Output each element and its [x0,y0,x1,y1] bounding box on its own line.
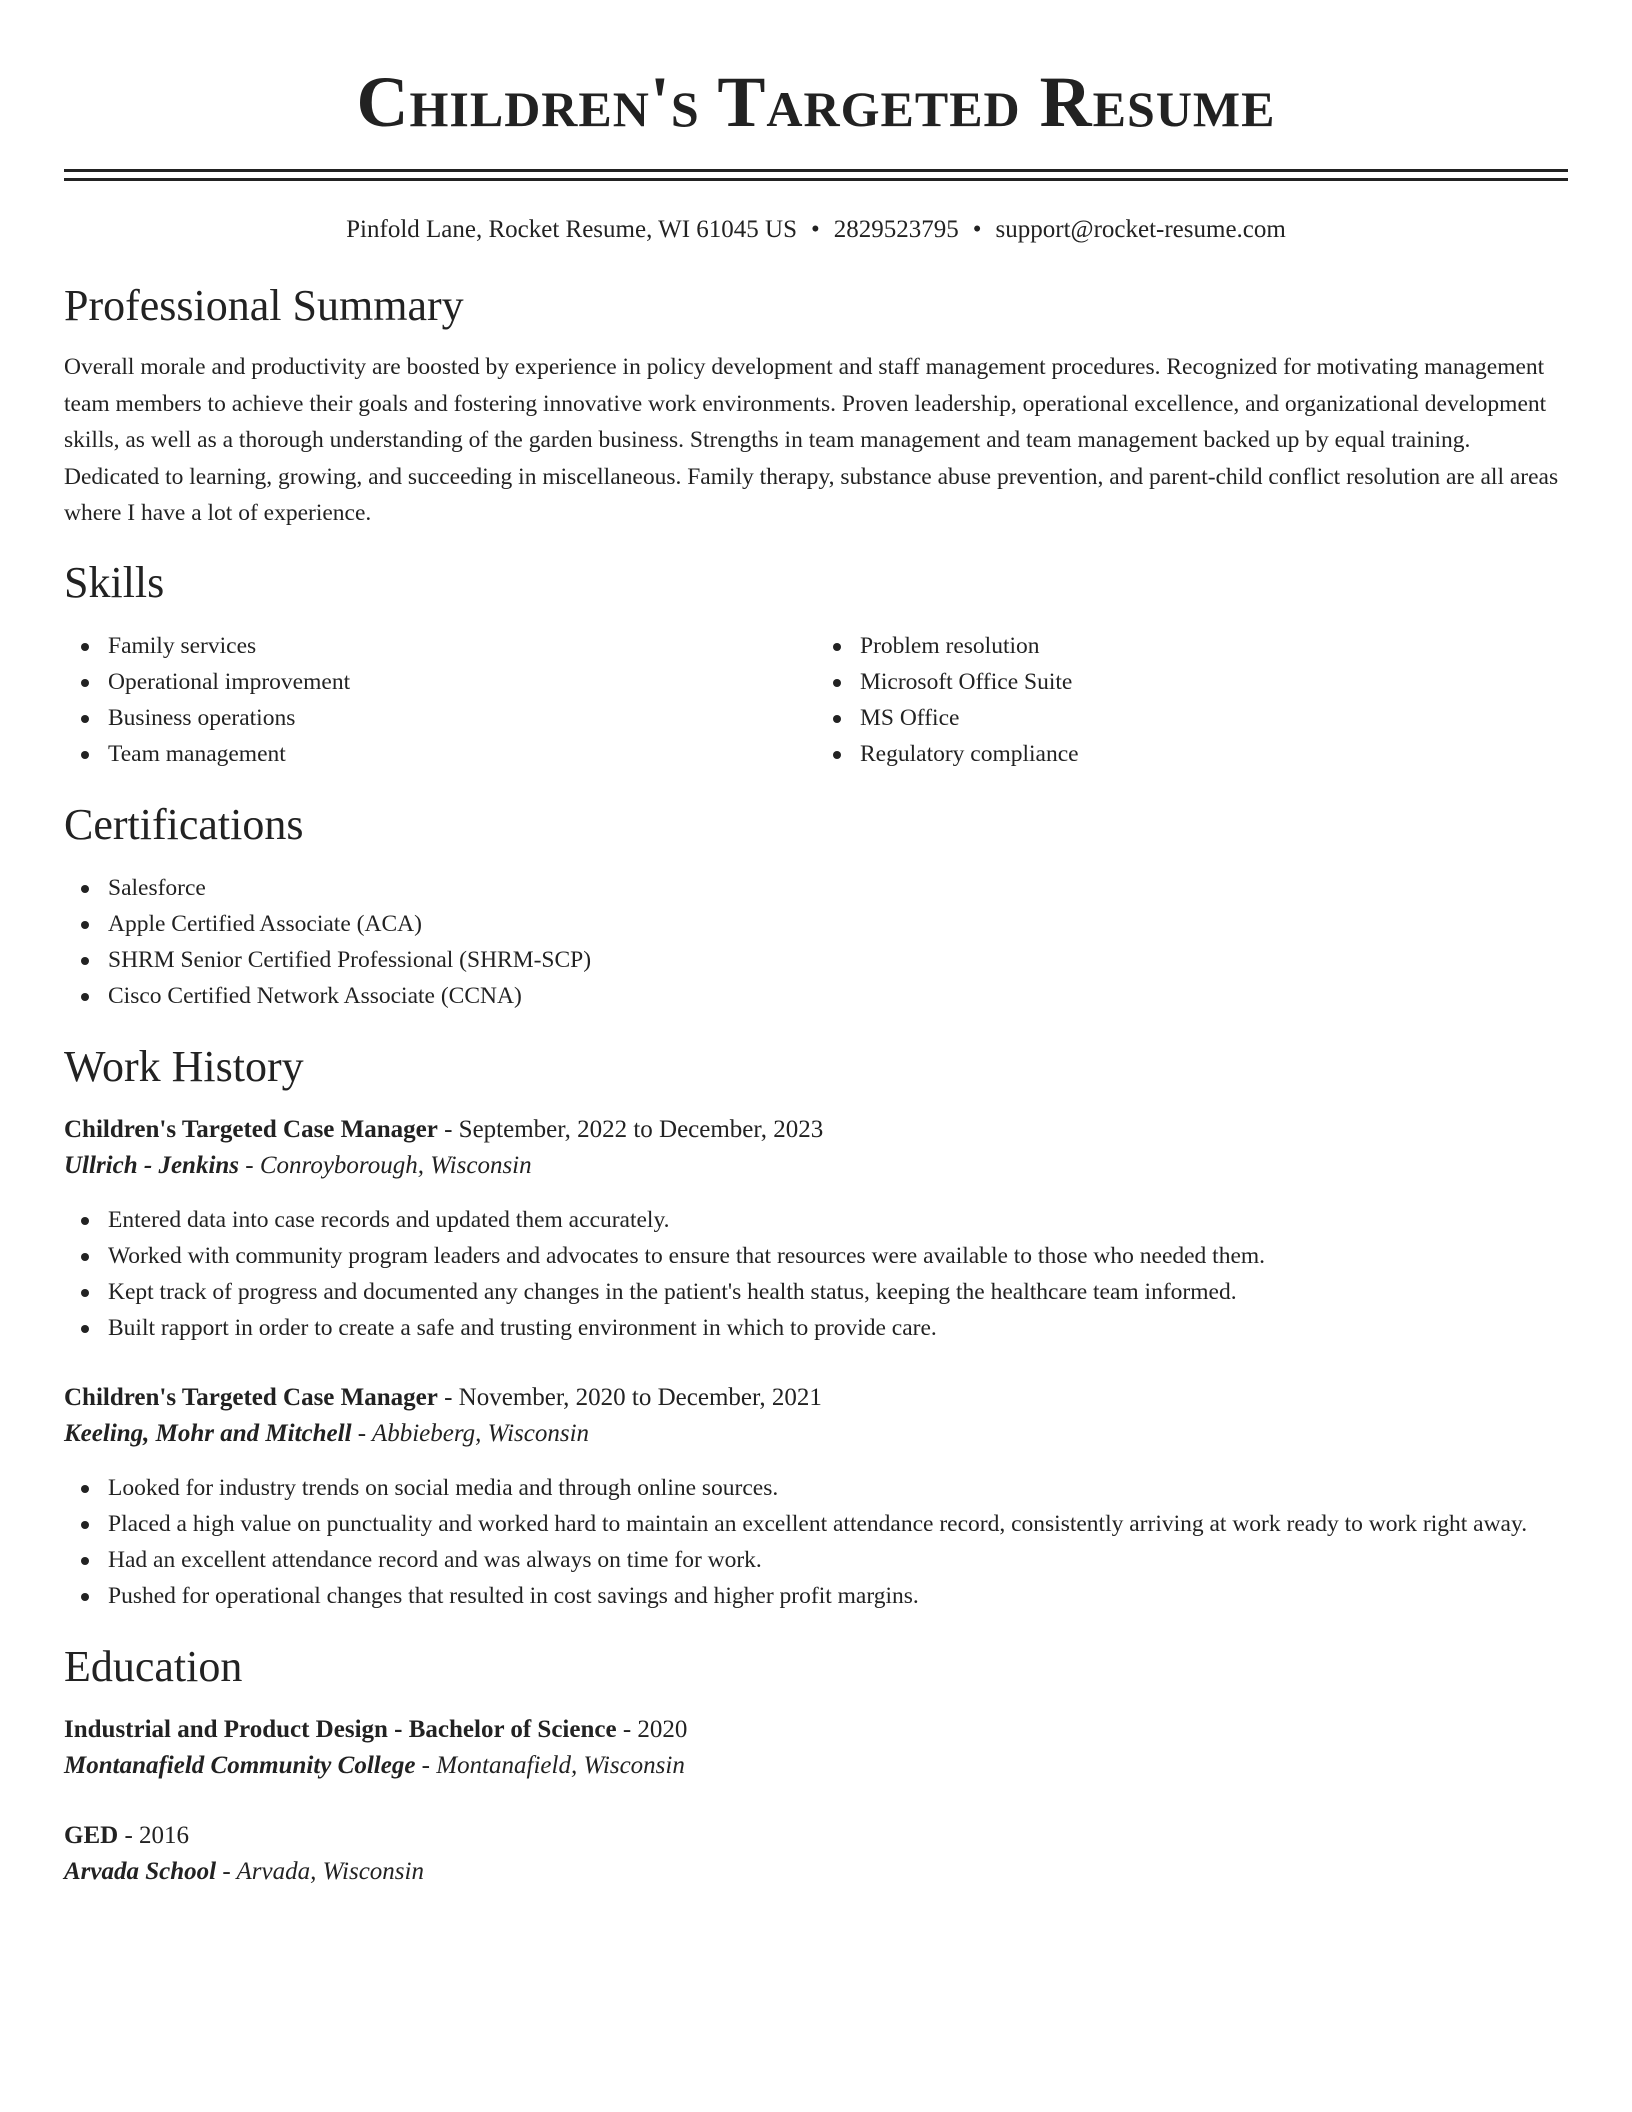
school-location: - Arvada, Wisconsin [216,1857,424,1885]
work-history-heading: Work History [64,1041,304,1091]
degree: Industrial and Product Design - Bachelor of Science [64,1715,617,1743]
skill-item: Regulatory compliance [860,736,1568,772]
job-bullet: Kept track of progress and documented any changes in the patient's health status, keeping the healthcare team informed. [108,1274,1568,1310]
certification-item: Cisco Certified Network Associate (CCNA) [108,978,1568,1014]
job-dates: - November, 2020 to December, 2021 [437,1383,822,1411]
contact-phone: 2829523795 [833,216,959,243]
job-bullets [64,1202,1568,1346]
employer-name: Keeling, Mohr and Mitchell [64,1419,352,1447]
certifications-list [64,870,1568,1014]
employer-name: Ullrich - Jenkins [64,1151,240,1179]
skill-item: Team management [108,736,816,772]
skill-item: Family services [108,628,816,664]
employer-location: - Conroyborough, Wisconsin [239,1151,532,1179]
title-divider-bottom [64,178,1568,181]
skill-item: MS Office [860,700,1568,736]
skills-heading: Skills [64,557,165,607]
certification-item: Apple Certified Associate (ACA) [108,906,1568,942]
education-heading: Education [64,1641,243,1691]
school-name: Montanafield Community College [64,1751,416,1779]
employer-location: - Abbieberg, Wisconsin [351,1419,590,1447]
school-location: - Montanafield, Wisconsin [415,1751,685,1779]
skills-list-right [816,628,1568,772]
skill-item: Microsoft Office Suite [860,664,1568,700]
school-line [64,1854,1568,1890]
job-bullet: Built rapport in order to create a safe and trusting environment in which to provide care. [108,1310,1568,1346]
degree: GED [64,1821,119,1849]
job-title-line [64,1112,1568,1148]
certification-item: SHRM Senior Certified Professional (SHRM-SCP) [108,942,1568,978]
contact-address: Pinfold Lane, Rocket Resume, WI 61045 US [346,216,798,243]
job-bullet: Had an excellent attendance record and was always on time for work. [108,1542,1568,1578]
job-bullet: Entered data into case records and updated them accurately. [108,1202,1568,1238]
school-name: Arvada School [64,1857,217,1885]
education-entry [64,1712,1568,1784]
contact-separator: • [972,216,982,243]
summary-heading: Professional Summary [64,281,464,330]
job-dates: - September, 2022 to December, 2023 [437,1115,824,1143]
job-bullet: Placed a high value on punctuality and worked hard to maintain an excellent attendance record, consistently arriving at work ready to work right away. [108,1506,1568,1542]
degree-line [64,1712,1568,1748]
title-divider-top [64,169,1568,172]
summary-text: Overall morale and productivity are boosted by experience in policy development and staff management procedures. Recognized for motivating management team members to achieve their goals and fostering innovative work environments. Proven leadership, operational excellence, and organizational development skills, as well as a thorough understanding of the garden business. Strengths in team management and team management backed up by equal training. Dedicated to learning, growing, and succeeding in miscellaneous. Family therapy, substance abuse prevention, and parent-child conflict resolution are all areas where I have a lot of experience. [64,354,1559,526]
job-title: Children's Targeted Case Manager [64,1383,438,1411]
job-entry [64,1380,1568,1614]
contact-info [64,215,1568,245]
job-bullet: Worked with community program leaders and advocates to ensure that resources were available to those who needed them. [108,1238,1568,1274]
certification-item: Salesforce [108,870,1568,906]
contact-email: support@rocket-resume.com [995,216,1286,243]
skill-item: Business operations [108,700,816,736]
skills-columns [64,628,1568,772]
job-bullets [64,1470,1568,1614]
resume-title: Children's Targeted Resume [356,62,1276,142]
job-bullet: Pushed for operational changes that resulted in cost savings and higher profit margins. [108,1578,1568,1614]
employer-line [64,1148,1568,1184]
job-entry [64,1112,1568,1346]
graduation-year: - 2020 [616,1715,688,1743]
job-title: Children's Targeted Case Manager [64,1115,438,1143]
contact-separator: • [811,216,820,243]
job-title-line [64,1380,1568,1416]
job-bullet: Looked for industry trends on social media and through online sources. [108,1470,1568,1506]
school-line [64,1748,1568,1784]
skills-list-left [64,628,816,772]
degree-line [64,1818,1568,1854]
graduation-year: - 2016 [118,1821,190,1849]
education-entry [64,1818,1568,1890]
employer-line [64,1416,1568,1452]
certifications-heading: Certifications [64,799,304,849]
skill-item: Problem resolution [860,628,1568,664]
skill-item: Operational improvement [108,664,816,700]
